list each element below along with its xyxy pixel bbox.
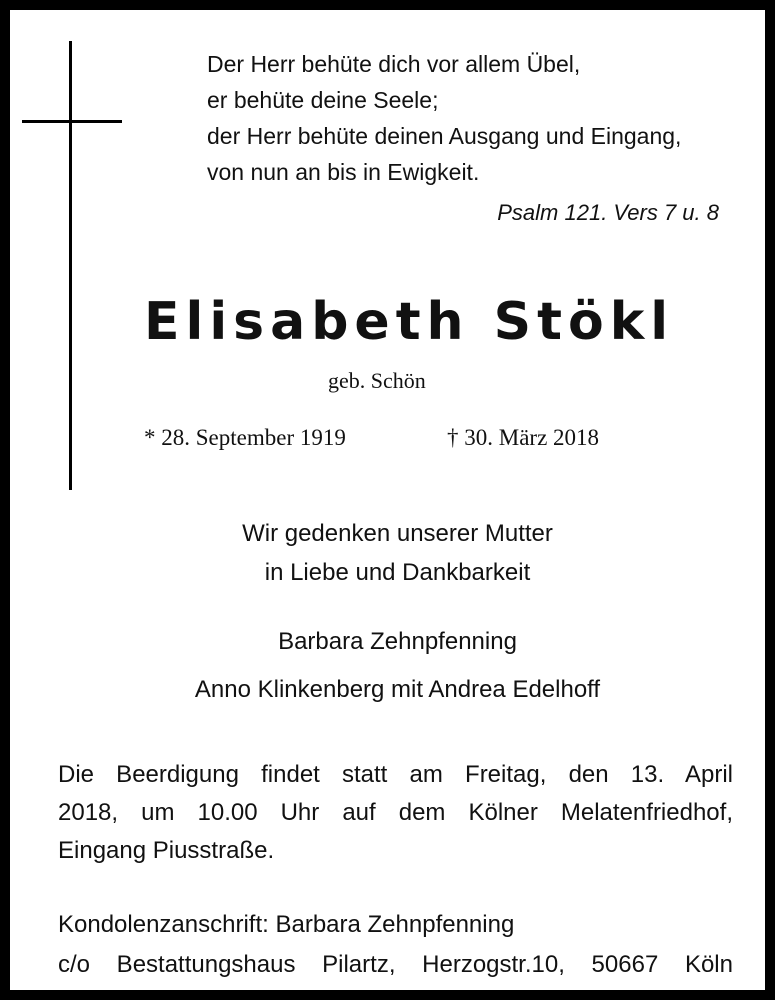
mourner-name: Anno Klinkenberg mit Andrea Edelhoff bbox=[194, 676, 601, 703]
condolence-line: c/o Bestattungshaus Pilartz, Herzogstr.10, 50667 Köln bbox=[58, 951, 733, 978]
memorial-line: Wir gedenken unserer Mutter bbox=[242, 520, 553, 547]
verse-line: Der Herr behüte dich vor allem Übel, bbox=[207, 51, 581, 77]
cross-vertical-bar bbox=[69, 41, 72, 490]
memorial-line: in Liebe und Dankbarkeit bbox=[264, 559, 531, 586]
funeral-line: Die Beerdigung findet statt am Freitag, den 13. April bbox=[58, 761, 733, 788]
verse-line: er behüte deine Seele; bbox=[207, 87, 439, 113]
verse-reference: Psalm 121. Vers 7 u. 8 bbox=[497, 200, 719, 225]
condolence-address bbox=[58, 905, 733, 985]
condolence-line: Kondolenzanschrift: Barbara Zehnpfenning bbox=[58, 911, 515, 938]
funeral-info bbox=[58, 756, 733, 870]
birth-date: * 28. September 1919 bbox=[144, 425, 346, 450]
mourner-name: Barbara Zehnpfenning bbox=[278, 628, 517, 655]
birth-name: geb. Schön bbox=[328, 368, 426, 393]
cross-horizontal-bar bbox=[22, 120, 122, 123]
deceased-name: Elisabeth Stökl bbox=[144, 292, 675, 352]
death-date: † 30. März 2018 bbox=[447, 425, 600, 450]
verse-line: von nun an bis in Ewigkeit. bbox=[207, 159, 480, 185]
verse-line: der Herr behüte deinen Ausgang und Eingang, bbox=[207, 123, 682, 149]
funeral-line: Eingang Piusstraße. bbox=[58, 837, 275, 864]
bible-verse bbox=[207, 46, 747, 190]
funeral-line: 2018, um 10.00 Uhr auf dem Kölner Melatenfriedhof, bbox=[58, 799, 733, 826]
